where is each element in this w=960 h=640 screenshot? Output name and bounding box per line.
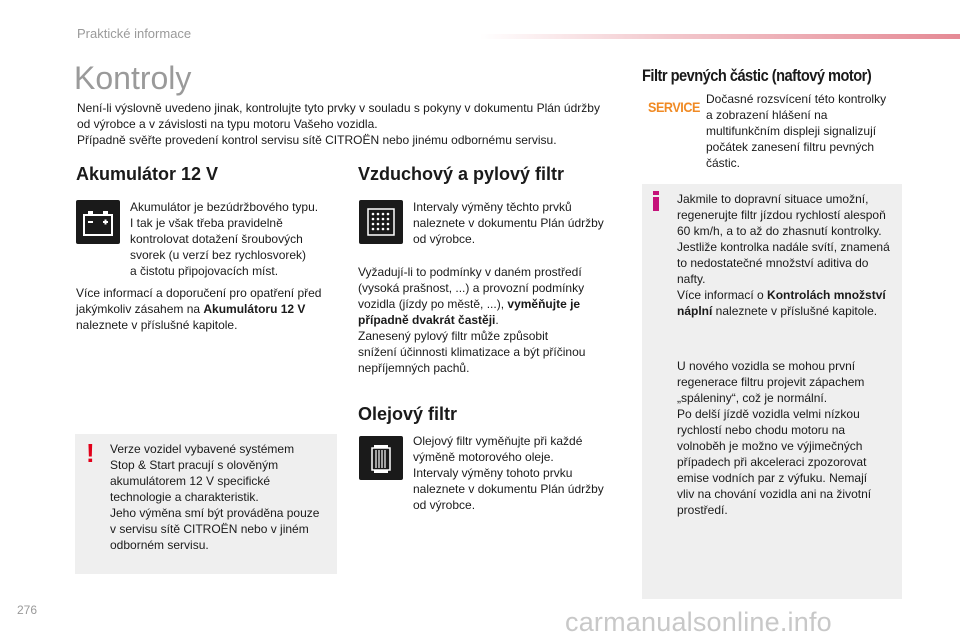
info-line xyxy=(677,287,899,303)
particle-filter-line: počátek zanesení filtru pevných xyxy=(706,140,875,154)
page-title: Kontroly xyxy=(74,60,192,96)
info-line: vliv na chování vozidla ani na životní xyxy=(677,487,872,501)
bold-text: náplní xyxy=(677,304,713,318)
warning-line: v servisu sítě CITROËN nebo v jiném xyxy=(110,522,309,536)
oil-filter-description xyxy=(413,433,623,513)
air-filter-heading: Vzduchový a pylový filtr xyxy=(358,164,565,184)
watermark: carmanualsonline.info xyxy=(565,607,832,637)
particle-filter-line: částic. xyxy=(706,156,741,170)
info-line: regenerace filtru projevit zápachem xyxy=(677,375,865,389)
battery-link-text: Akumulátoru 12 V xyxy=(203,302,306,316)
info-panel-text-2 xyxy=(677,358,899,518)
info-line: nafty. xyxy=(677,272,706,286)
battery-more-info xyxy=(76,285,346,333)
info-line: U nového vozidla se mohou první xyxy=(677,359,856,373)
page-number: 276 xyxy=(17,603,38,617)
battery-heading: Akumulátor 12 V xyxy=(76,164,219,184)
info-line: to nedostatečné množství aditiva do xyxy=(677,256,869,270)
header-accent-bar xyxy=(480,34,960,39)
info-panel-text-1 xyxy=(677,191,899,319)
air-filter-detail-line xyxy=(358,296,628,312)
air-filter-detail-line: nepříjemných pachů. xyxy=(358,361,470,375)
air-filter-details xyxy=(358,264,628,376)
oil-filter-line: Olejový filtr vyměňujte při každé xyxy=(413,434,583,448)
info-line: regenerujte filtr jízdou rychlostí alespoň xyxy=(677,208,886,222)
info-line: 60 km/h, a to až do zhasnutí kontrolky. xyxy=(677,224,882,238)
battery-more-line: Více informací a doporučení pro opatření před xyxy=(76,286,322,300)
info-line xyxy=(677,303,899,319)
intro-line: Případně svěřte provedení kontrol servisu sítě CITROËN nebo jinému odbornému servisu. xyxy=(77,133,557,147)
air-filter-detail-line: Zanesený pylový filtr může způsobit xyxy=(358,329,549,343)
oil-filter-heading: Olejový filtr xyxy=(358,404,458,424)
air-filter-line: Intervaly výměny těchto prvků xyxy=(413,200,572,214)
oil-filter-line: naleznete v dokumentu Plán údržby xyxy=(413,482,604,496)
air-filter-description xyxy=(413,199,623,247)
air-filter-detail-line: Vyžadují-li to podmínky v daném prostředí xyxy=(358,265,582,279)
battery-more-line xyxy=(76,301,346,317)
air-filter-detail-line xyxy=(358,312,628,328)
info-line: Po delší jízdě vozidla velmi nízkou xyxy=(677,407,860,421)
battery-line: a čistotu připojovacích míst. xyxy=(130,264,279,278)
info-icon xyxy=(652,191,660,211)
text-span: naleznete v příslušné kapitole. xyxy=(712,304,878,318)
info-line: rychlostí nebo chodu motoru na xyxy=(677,423,846,437)
intro-text xyxy=(77,100,637,148)
battery-line: kontrolovat dotažení šroubových xyxy=(130,232,303,246)
warning-line: Jeho výměna smí být prováděna pouze xyxy=(110,506,320,520)
text-span: jakýmkoliv zásahem na xyxy=(76,302,204,316)
air-filter-icon xyxy=(359,200,403,244)
bold-text: vyměňujte je xyxy=(507,297,581,311)
service-warning-icon: SERVICE xyxy=(648,99,700,115)
section-header: Praktické informace xyxy=(77,26,192,41)
oil-filter-line: Intervaly výměny tohoto prvku xyxy=(413,466,573,480)
warning-line: akumulátorem 12 V specifické xyxy=(110,474,271,488)
info-line: emise vodních par z výfuku. Nemají xyxy=(677,471,868,485)
battery-more-line: naleznete v příslušné kapitole. xyxy=(76,318,238,332)
air-filter-detail-line: (vysoká prašnost, ...) a provozní podmínky xyxy=(358,281,585,295)
particle-filter-line: Dočasné rozsvícení této kontrolky xyxy=(706,92,887,106)
bold-text: Kontrolách množství xyxy=(767,288,886,302)
air-filter-line: od výrobce. xyxy=(413,232,476,246)
info-line: prostředí. xyxy=(677,503,728,517)
battery-line: I tak je však třeba pravidelně xyxy=(130,216,283,230)
info-line: Jestliže kontrolka nadále svítí, znamená xyxy=(677,240,890,254)
particle-filter-description xyxy=(706,91,901,171)
warning-line: technologie a charakteristik. xyxy=(110,490,259,504)
particle-filter-heading: Filtr pevných částic (naftový motor) xyxy=(642,66,872,85)
battery-warning-text xyxy=(110,441,335,553)
warning-line: Stop & Start pracují s olověným xyxy=(110,458,279,472)
warning-line: odborném servisu. xyxy=(110,538,209,552)
oil-filter-line: výměně motorového oleje. xyxy=(413,450,554,464)
intro-line: od výrobce a v závislosti na typu motoru Vašeho vozidla. xyxy=(77,117,378,131)
battery-line: svorek (u verzí bez rychlosvorek) xyxy=(130,248,307,262)
battery-description xyxy=(130,199,340,279)
oil-filter-icon xyxy=(359,436,403,480)
bold-text: případně dvakrát častěji xyxy=(358,313,496,327)
info-line: „spáleniny“, což je normální. xyxy=(677,391,828,405)
air-filter-line: naleznete v dokumentu Plán údržby xyxy=(413,216,604,230)
info-line: případech při akceleraci zpozorovat xyxy=(677,455,867,469)
exclamation-icon: ! xyxy=(86,438,95,468)
text-span: . xyxy=(495,313,499,327)
info-line: volnoběh je možno ve výjimečných xyxy=(677,439,863,453)
battery-icon xyxy=(76,200,120,244)
info-line: Jakmile to dopravní situace umožní, xyxy=(677,192,869,206)
air-filter-detail-line: snížení účinnosti klimatizace a být příčinou xyxy=(358,345,586,359)
text-span: vozidla (jízdy po městě, ...), xyxy=(358,297,508,311)
particle-filter-line: a zobrazení hlášení na xyxy=(706,108,828,122)
intro-line: Není-li výslovně uvedeno jinak, kontrolujte tyto prvky v souladu s pokyny v dokumentu Plán údržby xyxy=(77,101,600,115)
particle-filter-line: multifunkčním displeji signalizují xyxy=(706,124,877,138)
text-span: Více informací o xyxy=(677,288,768,302)
oil-filter-line: od výrobce. xyxy=(413,498,476,512)
battery-line: Akumulátor je bezúdržbového typu. xyxy=(130,200,319,214)
warning-line: Verze vozidel vybavené systémem xyxy=(110,442,295,456)
